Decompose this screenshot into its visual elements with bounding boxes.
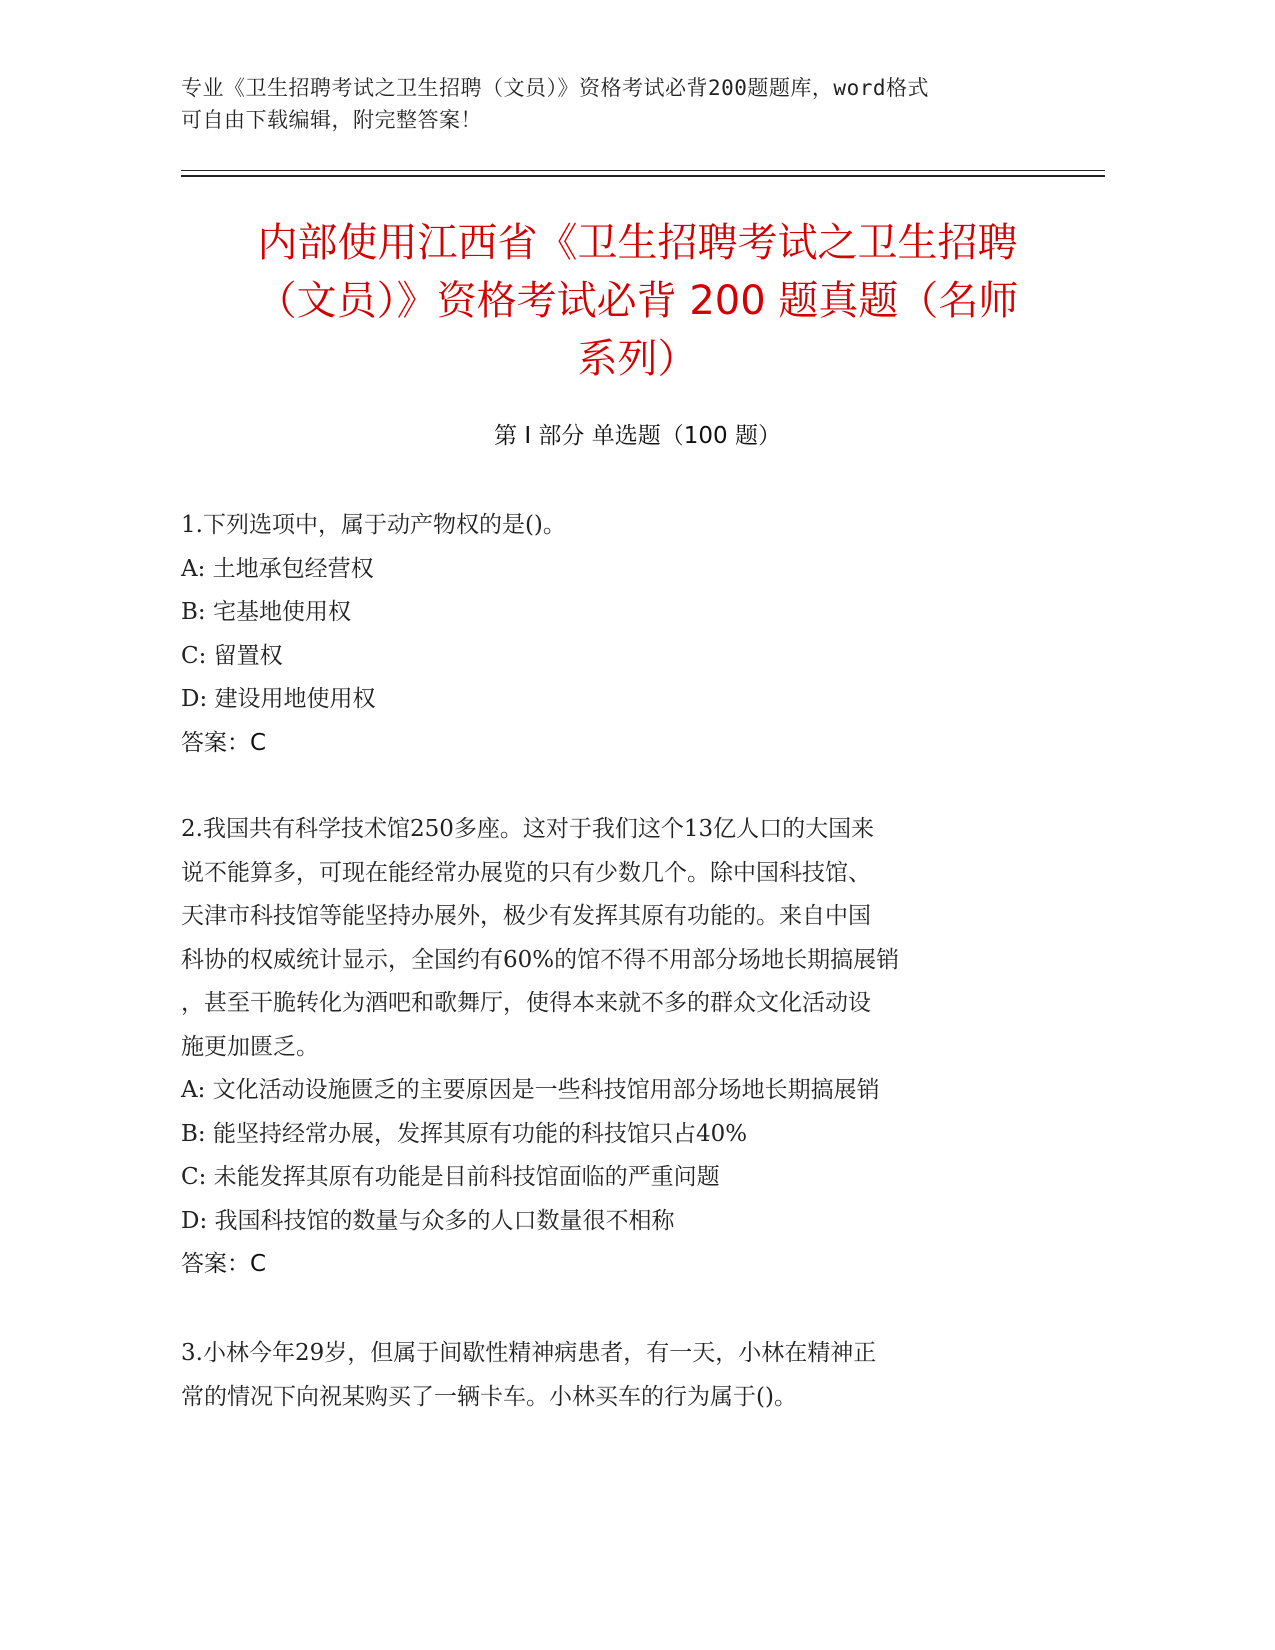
question-stem-line: 1.下列选项中，属于动产物权的是()。 — [181, 512, 566, 538]
option-d: D: 建设用地使用权 — [181, 686, 376, 712]
question-stem-line: 天津市科技馆等能坚持办展外，极少有发挥其原有功能的。来自中国 — [181, 903, 871, 929]
section-heading: 第 I 部分 单选题（100 题） — [494, 423, 781, 449]
header-note-line-2: 可自由下载编辑，附完整答案！ — [181, 108, 482, 132]
header-note — [181, 72, 1041, 136]
option-b: B: 能坚持经常办展，发挥其原有功能的科技馆只占40% — [181, 1120, 748, 1147]
option-c: C: 未能发挥其原有功能是目前科技馆面临的严重问题 — [181, 1164, 720, 1190]
option-c: C: 留置权 — [181, 642, 283, 669]
question-stem-line: 常的情况下向祝某购买了一辆卡车。小林买车的行为属于()。 — [181, 1383, 797, 1410]
answer-line: 答案：C — [181, 1251, 267, 1277]
option-b: B: 宅基地使用权 — [181, 599, 351, 625]
question-stem-line: 3.小林今年29岁，但属于间歇性精神病患者，有一天，小林在精神正 — [181, 1340, 877, 1366]
title-line-3: 系列） — [577, 336, 698, 382]
question-stem-line: 2.我国共有科学技术馆250多座。这对于我们这个13亿人口的大国来 — [181, 816, 875, 842]
option-a: A: 文化活动设施匮乏的主要原因是一些科技馆用部分场地长期搞展销 — [181, 1077, 880, 1103]
question-stem-line: 科协的权威统计显示，全国约有60%的馆不得不用部分场地长期搞展销 — [181, 946, 900, 973]
question-block — [181, 504, 1061, 765]
answer-line: 答案：C — [181, 729, 267, 756]
question-block — [181, 808, 1061, 1287]
option-a: A: 土地承包经营权 — [181, 555, 374, 582]
header-divider-thin — [181, 170, 1105, 171]
header-divider-thick — [181, 175, 1105, 177]
question-stem-line: 施更加匮乏。 — [181, 1033, 319, 1060]
title-line-2: （文员）》资格考试必背 200 题真题（名师 — [256, 278, 1019, 324]
header-note-line-1: 专业《卫生招聘考试之卫生招聘（文员）》资格考试必背200题题库，word格式 — [181, 76, 929, 100]
document-title — [130, 214, 1145, 388]
question-stem-line: ，甚至干脆转化为酒吧和歌舞厅，使得本来就不多的群众文化活动设 — [181, 990, 871, 1016]
question-block — [181, 1332, 1061, 1419]
option-d: D: 我国科技馆的数量与众多的人口数量很不相称 — [181, 1207, 675, 1234]
title-line-1: 内部使用江西省《卫生招聘考试之卫生招聘 — [257, 220, 1018, 266]
question-stem-line: 说不能算多，可现在能经常办展览的只有少数几个。除中国科技馆、 — [181, 859, 871, 886]
